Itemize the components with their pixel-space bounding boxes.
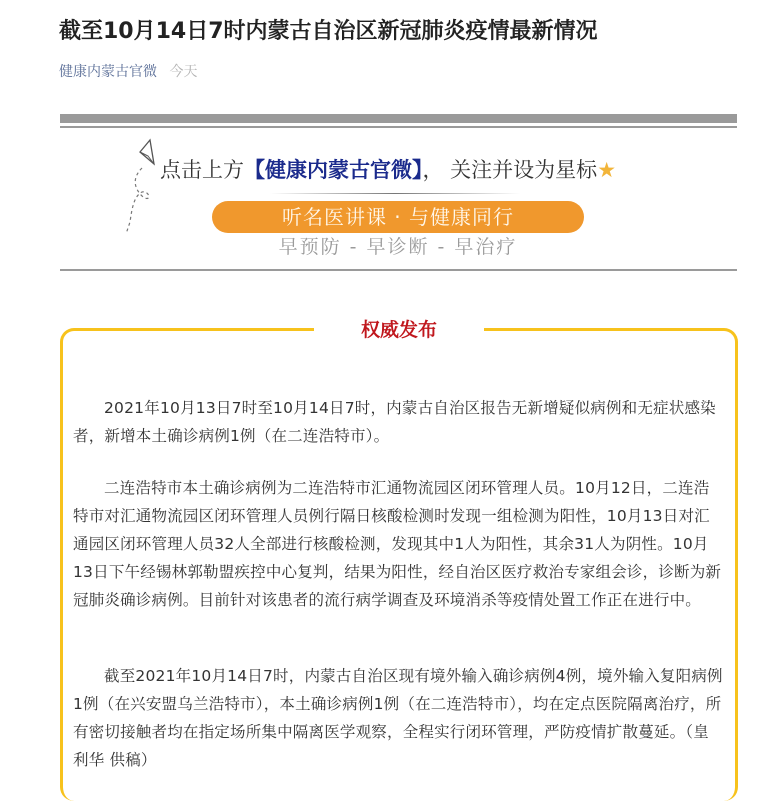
star-icon: ★ [597, 158, 617, 182]
paragraph-3: 截至2021年10月14日7时，内蒙古自治区现有境外输入确诊病例4例，境外输入复阳病例1例（在兴安盟乌兰浩特市），本土确诊病例1例（在二连浩特市），均在定点医院隔离治疗，所有密切接触者均在指定场所集中隔离医学观察，全程实行闭环管理，严防疫情扩散蔓延。（皇利华 供稿） [73, 667, 723, 769]
article-meta [59, 62, 197, 82]
paragraph-2: 二连浩特市本土确诊病例为二连浩特市汇通物流园区闭环管理人员。10月12日，二连浩特市对汇通物流园区闭环管理人员例行隔日核酸检测时发现一组检测为阳性，10月13日对汇通园区闭环管理人员32人全部进行核酸检测，发现其中1人为阳性，其余31人为阴性。10月13日下午经锡林郭勒盟疾控中心复判，结果为阳性，经自治区医疗救治专家组会诊，诊断为新冠肺炎确诊病例。目前针对该患者的流行病学调查及环境消杀等疫情处置工作正在进行中。 [73, 479, 722, 609]
follow-prefix: 点击上方 [160, 158, 244, 182]
paper-plane-icon [120, 138, 170, 238]
banner-top-bar [60, 114, 737, 123]
banner-bottom-rule [60, 269, 737, 271]
article-title: 截至10月14日7时内蒙古自治区新冠肺炎疫情最新情况 [59, 19, 598, 44]
author-link[interactable]: 健康内蒙古官微 [59, 64, 157, 80]
banner-slogan: 早预防 - 早诊断 - 早治疗 [278, 236, 518, 258]
banner-pill: 听名医讲课 · 与健康同行 [212, 201, 584, 233]
banner-divider [270, 193, 520, 194]
follow-suffix: ， 关注并设为星标 [422, 158, 598, 182]
paragraph-1: 2021年10月13日7时至10月14日7时，内蒙古自治区报告无新增疑似病例和无症状感染者，新增本土确诊病例1例（在二连浩特市）。 [73, 399, 716, 445]
follow-banner [60, 113, 737, 273]
publish-time: 今天 [169, 64, 198, 80]
brand-name[interactable]: 【健康内蒙古官微】 [244, 158, 423, 182]
banner-top-rule [60, 126, 737, 128]
section-label: 权威发布 [314, 313, 484, 347]
follow-prompt [160, 155, 616, 185]
